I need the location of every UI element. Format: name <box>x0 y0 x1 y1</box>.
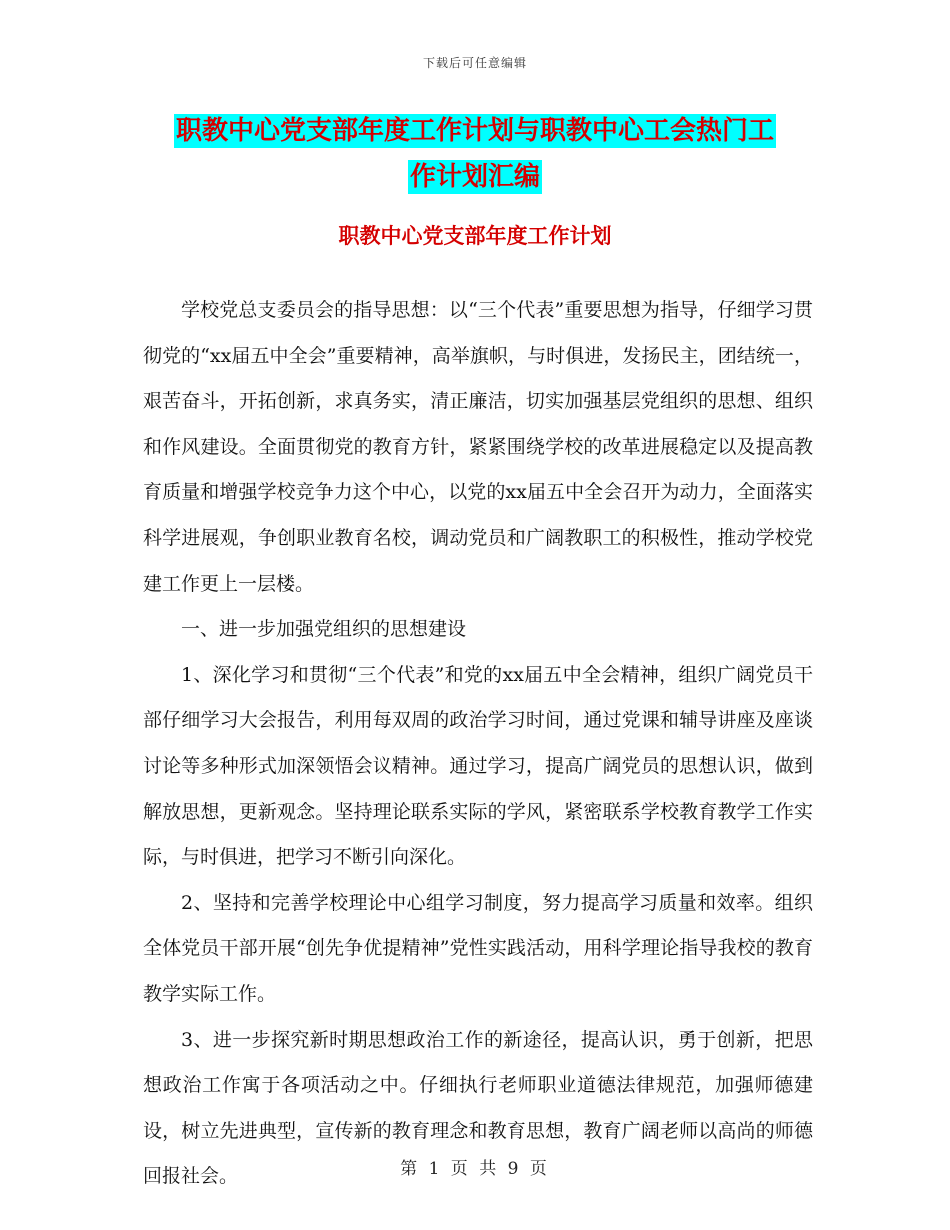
paragraph-guiding-thought: 学校党总支委员会的指导思想：以“三个代表”重要思想为指导，仔细学习贯彻党的“xx届五中全会”重要精神，高举旗帜，与时俱进，发扬民主，团结统一，艰苦奋斗，开拓创新，求真务实，清正廉洁，切实加强基层党组织的思想、组织和作风建设。全面贯彻党的教育方针，紧紧围绕学校的改革进展稳定以及提高教育质量和增强学校竞争力这个中心，以党的xx届五中全会召开为动力，全面落实科学进展观，争创职业教育名校，调动党员和广阔教职工的积极性，推动学校党建工作更上一层楼。 <box>143 299 813 595</box>
document-body <box>143 288 813 1200</box>
page-number-footer: 第 1 页 共 9 页 <box>400 1159 550 1179</box>
paragraph-item-1: 1、深化学习和贯彻“三个代表”和党的xx届五中全会精神，组织广阔党员干部仔细学习大会报告，利用每双周的政治学习时间，通过党课和辅导讲座及座谈讨论等多种形式加深领悟会议精神。通过学习，提高广阔党员的思想认识，做到解放思想，更新观念。坚持理论联系实际的学风，紧密联系学校教育教学工作实际，与时俱进，把学习不断引向深化。 <box>143 663 813 869</box>
document-title-line-1: 职教中心党支部年度工作计划与职教中心工会热门工 <box>175 116 774 146</box>
document-title-line-2: 作计划汇编 <box>409 162 540 192</box>
document-title <box>120 108 830 200</box>
paragraph-heading-1: 一、进一步加强党组织的思想建设 <box>181 618 467 641</box>
section-title: 职教中心党支部年度工作计划 <box>338 224 612 248</box>
page-header-note: 下载后可任意编辑 <box>422 56 527 70</box>
paragraph-item-3: 3、进一步探究新时期思想政治工作的新途径，提高认识，勇于创新，把思想政治工作寓于各项活动之中。仔细执行老师职业道德法律规范，加强师德建设，树立先进典型，宣传新的教育理念和教育思想，教育广阔老师以高尚的师德回报社会。 <box>143 1028 813 1188</box>
paragraph-item-2: 2、坚持和完善学校理论中心组学习制度，努力提高学习质量和效率。组织全体党员干部开展“创先争优提精神”党性实践活动，用科学理论指导我校的教育教学实际工作。 <box>143 891 813 1005</box>
